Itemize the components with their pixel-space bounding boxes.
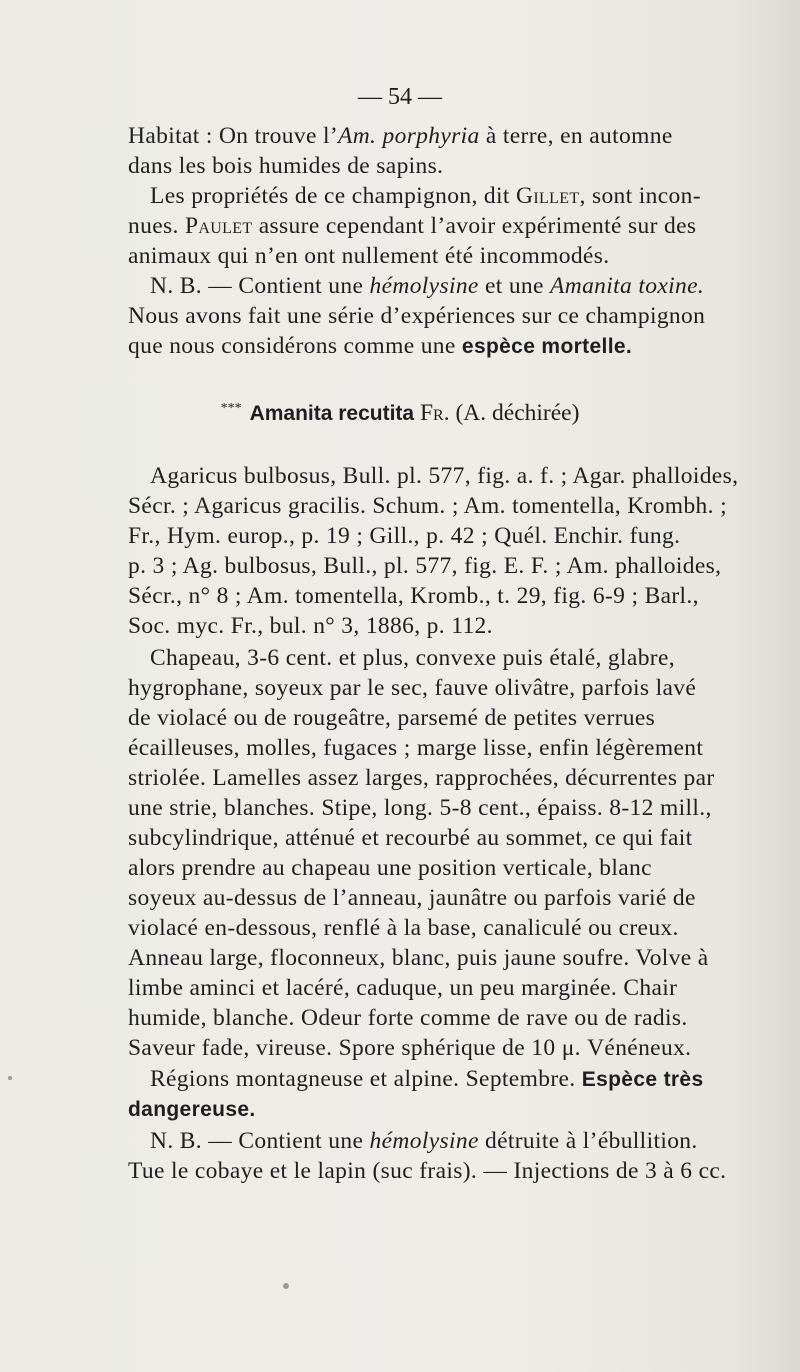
description-line: hygrophane, soyeux par le sec, fauve olivâtre, parfois lavé bbox=[128, 675, 697, 701]
synonym-line: Sécr. ; Agaricus gracilis. Schum. ; Am. tomentella, Krombh. ; bbox=[128, 493, 727, 519]
species-common-name: (A. déchirée) bbox=[455, 400, 580, 426]
description-line: écailleuses, molles, fugaces ; marge lisse, enfin légèrement bbox=[128, 735, 704, 761]
regions-line bbox=[128, 1094, 768, 1125]
experience-line bbox=[128, 331, 768, 362]
description-line: soyeux au-dessus de l’anneau, jaunâtre ou parfois varié de bbox=[128, 885, 696, 911]
description-line: Saveur fade, vireuse. Spore sphérique de 10 μ. Vénéneux. bbox=[128, 1035, 692, 1061]
experience-line: Nous avons fait une série d’expériences sur ce champignon bbox=[128, 303, 706, 329]
paper-speck bbox=[283, 1283, 289, 1289]
synonym-line: Fr., Hym. europ., p. 19 ; Gill., p. 42 ; Quél. Enchir. fung. bbox=[128, 523, 681, 549]
habitat-line: dans les bois humides de sapins. bbox=[128, 153, 444, 179]
nb2-text: N. B. — Contient une bbox=[150, 1128, 364, 1154]
species-heading bbox=[0, 400, 800, 427]
nb2-line: Tue le cobaye et le lapin (suc frais). — Injections de 3 à 6 cc. bbox=[128, 1158, 727, 1184]
description-line: limbe aminci et lacéré, caduque, un peu marginée. Chair bbox=[128, 975, 678, 1001]
danger-label-end: dangereuse. bbox=[128, 1098, 256, 1121]
properties-line: nues. Paulet assure cependant l’avoir expérimenté sur des bbox=[128, 213, 697, 239]
description-line: Anneau large, floconneux, blanc, puis jaune soufre. Volve à bbox=[128, 945, 709, 971]
nb-line: N. B. — Contient une hémolysine et une Amanita toxine. bbox=[150, 273, 705, 299]
habitat-line: Habitat : On trouve l’Am. porphyria à terre, en automne bbox=[128, 123, 673, 149]
nb2-text-end: détruite à l’ébullition. bbox=[484, 1128, 698, 1154]
description-line: alors prendre au chapeau une position verticale, blanc bbox=[128, 855, 652, 881]
nb2-line bbox=[150, 1126, 765, 1156]
species-author: Fr. bbox=[419, 400, 450, 426]
description-line: striolée. Lamelles assez larges, rapprochées, décurrentes par bbox=[128, 765, 715, 791]
properties-line: Les propriétés de ce champignon, dit Gillet, sont incon- bbox=[150, 183, 701, 209]
description-line: une strie, blanches. Stipe, long. 5-8 cent., épaiss. 8-12 mill., bbox=[128, 795, 712, 821]
description-line: humide, blanche. Odeur forte comme de rave ou de radis. bbox=[128, 1005, 688, 1031]
regions-text: Régions montagneuse et alpine. Septembre. bbox=[150, 1066, 576, 1092]
synonym-line: Soc. myc. Fr., bul. n° 3, 1886, p. 112. bbox=[128, 613, 493, 639]
synonym-line: p. 3 ; Ag. bulbosus, Bull., pl. 577, fig. E. F. ; Am. phalloides, bbox=[128, 553, 722, 579]
description-line: subcylindrique, atténué et recourbé au sommet, ce qui fait bbox=[128, 825, 693, 851]
description-line: Chapeau, 3-6 cent. et plus, convexe puis étalé, glabre, bbox=[150, 645, 675, 671]
experience-text: que nous considérons comme une bbox=[128, 333, 456, 359]
nb2-hemolysine: hémolysine bbox=[369, 1128, 479, 1154]
description-line: de violacé ou de rougeâtre, parsemé de petites verrues bbox=[128, 705, 656, 731]
species-name: Amanita recutita bbox=[249, 402, 415, 425]
page-number: — 54 — bbox=[358, 84, 442, 110]
heading-stars: *** bbox=[220, 401, 242, 416]
paper-speck bbox=[8, 1076, 12, 1080]
synonym-line: Agaricus bulbosus, Bull. pl. 577, fig. a. f. ; Agar. phalloides, bbox=[150, 463, 739, 489]
synonym-line: Sécr., n° 8 ; Am. tomentella, Kromb., t. 29, fig. 6-9 ; Barl., bbox=[128, 583, 699, 609]
danger-label: Espèce très bbox=[581, 1068, 704, 1091]
properties-line: animaux qui n’en ont nullement été incommodés. bbox=[128, 243, 610, 269]
mortal-label: espèce mortelle. bbox=[461, 335, 633, 358]
regions-line bbox=[150, 1064, 765, 1095]
description-line: violacé en-dessous, renflé à la base, canaliculé ou creux. bbox=[128, 915, 679, 941]
